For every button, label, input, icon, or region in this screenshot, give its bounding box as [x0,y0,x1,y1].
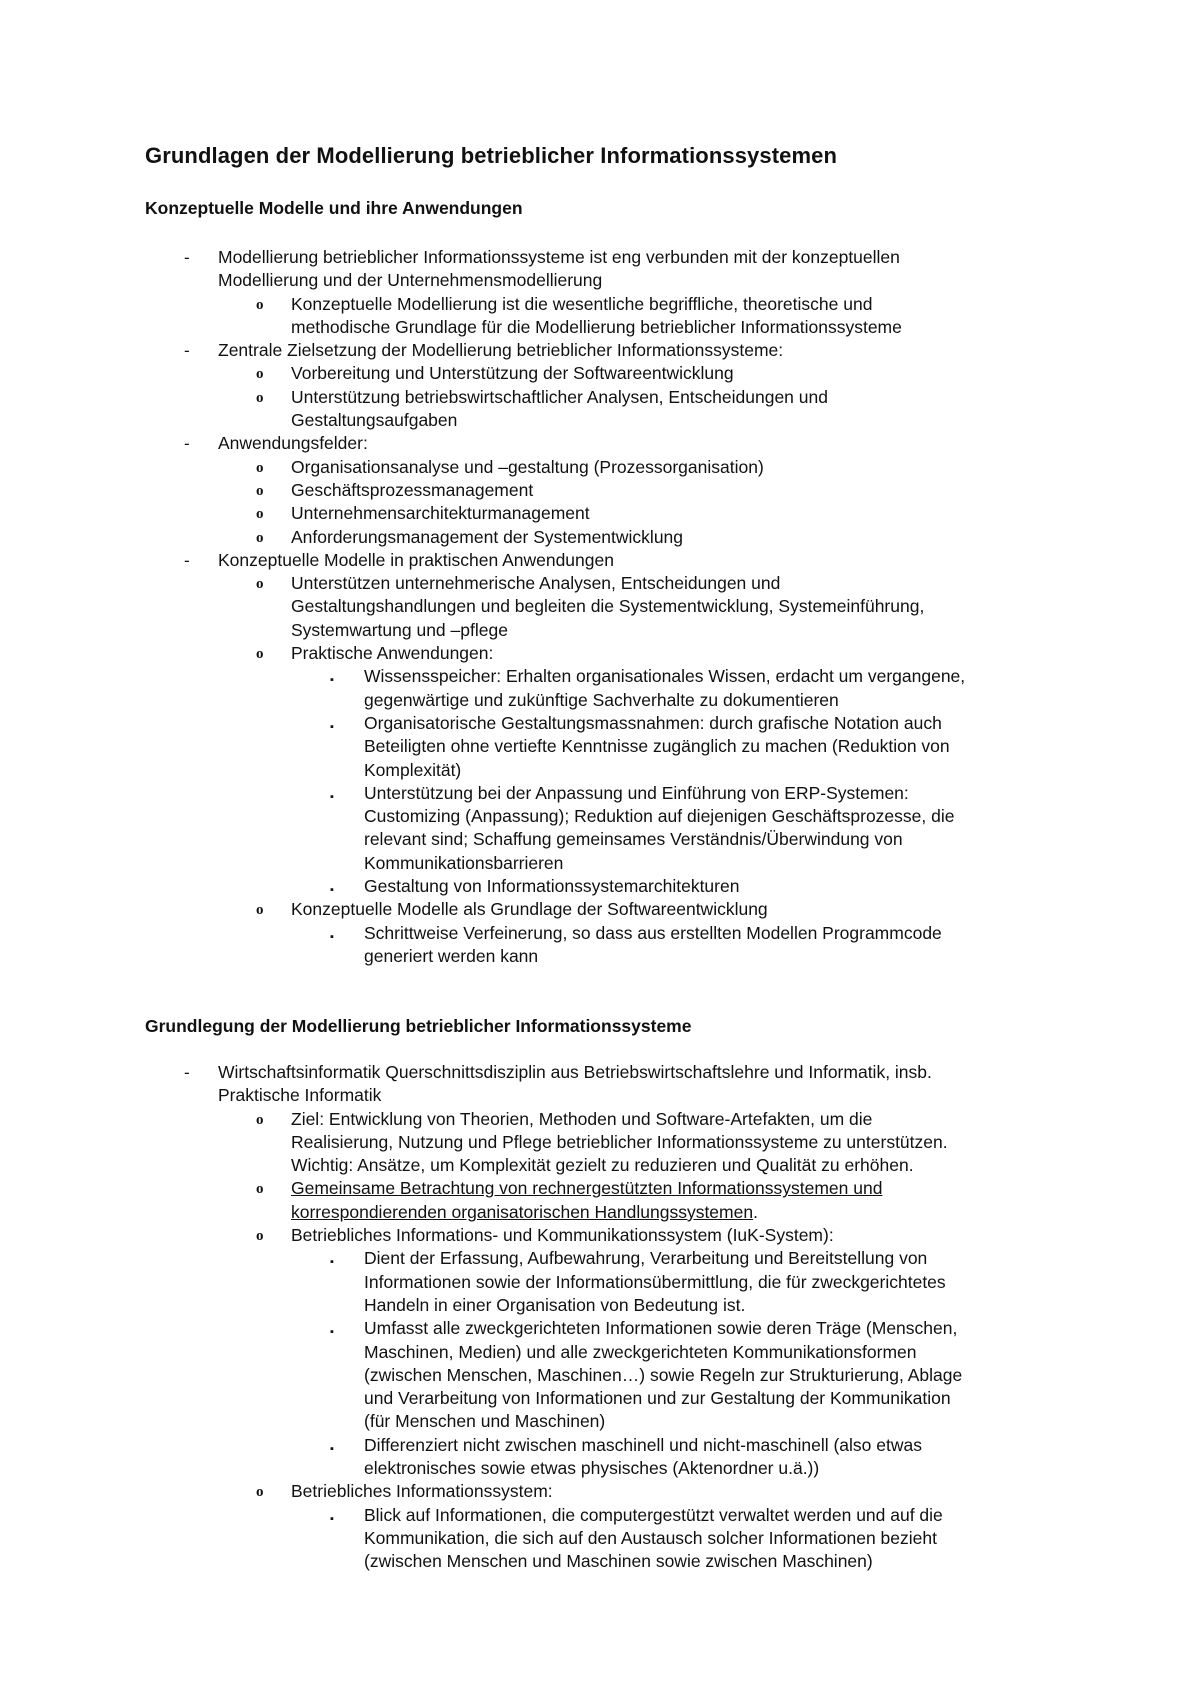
circle-bullet: o [256,902,264,919]
list-item-line: Kommunikation, die sich auf den Austausch solcher Informationen bezieht [364,1527,937,1548]
list-item [0,922,965,969]
list-item [0,456,965,479]
circle-bullet: o [256,506,264,523]
list-item-line: Konzeptuelle Modellierung ist die wesentliche begriffliche, theoretische und [291,293,873,314]
list-item [0,1177,962,1224]
circle-bullet: o [256,1228,264,1245]
circle-bullet: o [256,366,264,383]
list-item [0,432,965,455]
list-item [0,898,965,921]
list-item-line: Maschinen, Medien) und alle zweckgerichteten Kommunikationsformen [364,1341,917,1362]
list-item-line: Realisierung, Nutzung und Pflege betrieblicher Informationssysteme zu unterstützen. [291,1131,948,1152]
list-item [0,782,965,875]
list-item [0,642,965,665]
list-item [0,502,965,525]
circle-bullet: o [256,459,264,476]
list-item-line: Unterstützung betriebswirtschaftlicher Analysen, Entscheidungen und [291,386,828,407]
list-item-line: Betriebliches Informations- und Kommunikationssystem (IuK-System): [291,1225,834,1246]
list-item-line: elektronisches sowie etwas physisches (Aktenordner u.ä.)) [364,1458,820,1479]
list-item [0,1504,962,1574]
list-item-line: Gestaltungshandlungen und begleiten die Systementwicklung, Systemeinführung, [291,596,925,617]
list-item [0,1434,962,1481]
list-item [0,665,965,712]
list-item-line: Kommunikationsbarrieren [364,852,564,873]
list-item [0,362,965,385]
list-item-line: Geschäftsprozessmanagement [291,479,534,500]
list-item-line: Gestaltungsaufgaben [291,410,458,431]
section-heading-konzeptuelle-modelle: Konzeptuelle Modelle und ihre Anwendungen [145,198,523,218]
circle-bullet: o [256,1484,264,1501]
circle-bullet: o [256,389,264,406]
circle-bullet: o [256,296,264,313]
circle-bullet: o [256,1111,264,1128]
list-item-line: Organisatorische Gestaltungsmassnahmen: durch grafische Notation auch [364,712,942,733]
list-item-line: Modellierung betrieblicher Informationssysteme ist eng verbunden mit der konzeptuellen [218,247,900,267]
dash-bullet: - [184,550,190,570]
list-item [0,339,965,362]
list-item-line: Praktische Anwendungen: [291,643,494,664]
list-item [0,875,965,898]
circle-bullet: o [256,529,264,546]
list-item-line: Vorbereitung und Unterstützung der Softwareentwicklung [291,363,734,384]
section-heading-grundlegung: Grundlegung der Modellierung betrieblicher Informationssysteme [145,1016,692,1036]
dash-bullet: - [184,434,190,454]
list-item-line: Umfasst alle zweckgerichteten Informationen sowie deren Träge (Menschen, [364,1318,958,1339]
section-2-list [0,1061,962,1574]
list-item [0,293,965,340]
underlined-line: korrespondierenden organisatorischen Handlungssystemen [291,1201,754,1222]
section-1-list [0,246,965,968]
list-item-line: Schrittweise Verfeinerung, so dass aus erstellten Modellen Programmcode [364,922,942,943]
list-item-line: Praktische Informatik [218,1085,382,1106]
list-item-line: relevant sind; Schaffung gemeinsames Verständnis/Überwindung von [364,829,903,850]
list-item-line: Zentrale Zielsetzung der Modellierung betrieblicher Informationssysteme: [218,340,784,361]
line-suffix: . [753,1201,758,1222]
list-item-line: Anforderungsmanagement der Systementwicklung [291,526,684,547]
circle-bullet: o [256,482,264,499]
list-item [0,712,965,782]
underlined-line: Gemeinsame Betrachtung von rechnergestützten Informationssystemen und [291,1178,883,1199]
list-item-line: Komplexität) [364,759,462,780]
list-item [0,1480,962,1503]
list-item-line: Modellierung und der Unternehmensmodellierung [218,270,603,291]
dash-bullet: - [184,341,190,361]
list-item [0,1317,962,1433]
list-item-line: Unterstützung bei der Anpassung und Einführung von ERP-Systemen: [364,782,909,803]
document-title: Grundlagen der Modellierung betrieblicher Informationssystemen [145,143,837,168]
list-item-line: Beteiligten ohne vertiefte Kenntnisse zugänglich zu machen (Reduktion von [364,736,950,757]
square-bullet: ▪ [330,1326,334,1339]
list-item-line: Blick auf Informationen, die computergestützt verwaltet werden und auf die [364,1504,943,1525]
list-item [0,1108,962,1178]
list-item-line: Konzeptuelle Modelle als Grundlage der Softwareentwicklung [291,899,768,920]
list-item [0,1224,962,1247]
square-bullet: ▪ [330,1512,334,1525]
list-item [0,1247,962,1317]
list-item [0,549,965,572]
list-item-line: (zwischen Menschen, Maschinen…) sowie Regeln zur Strukturierung, Ablage [364,1364,963,1385]
list-item-line: methodische Grundlage für die Modellierung betrieblicher Informationssysteme [291,316,902,337]
square-bullet: ▪ [330,790,334,803]
list-item [0,1061,962,1108]
square-bullet: ▪ [330,1256,334,1269]
circle-bullet: o [256,1181,264,1198]
list-item-line: Differenziert nicht zwischen maschinell und nicht-maschinell (also etwas [364,1434,922,1455]
list-item-line: Konzeptuelle Modelle in praktischen Anwendungen [218,549,614,570]
square-bullet: ▪ [330,1442,334,1455]
list-item [0,386,965,433]
list-item-line: Organisationsanalyse und –gestaltung (Prozessorganisation) [291,456,764,477]
list-item [0,572,965,642]
list-item [0,526,965,549]
list-item-line: (zwischen Menschen und Maschinen sowie zwischen Maschinen) [364,1551,873,1572]
list-item-line: Informationen sowie der Informationsübermittlung, die für zweckgerichtetes [364,1271,946,1292]
list-item-line: generiert werden kann [364,945,539,966]
list-item [0,246,965,293]
list-item-line: Anwendungsfelder: [218,433,368,454]
list-item-line: Handeln in einer Organisation von Bedeutung ist. [364,1294,746,1315]
square-bullet: ▪ [330,884,334,897]
square-bullet: ▪ [330,674,334,687]
list-item-line: Dient der Erfassung, Aufbewahrung, Verarbeitung und Bereitstellung von [364,1248,928,1269]
circle-bullet: o [256,646,264,663]
list-item-line: Ziel: Entwicklung von Theorien, Methoden und Software-Artefakten, um die [291,1108,873,1129]
list-item-line: Systemwartung und –pflege [291,619,508,640]
list-item-line: Wirtschaftsinformatik Querschnittsdisziplin aus Betriebswirtschaftslehre und Informatik, insb. [218,1062,932,1082]
list-item-line: Wissensspeicher: Erhalten organisationales Wissen, erdacht um vergangene, [364,666,966,687]
square-bullet: ▪ [330,930,334,943]
list-item-line: Customizing (Anpassung); Reduktion auf diejenigen Geschäftsprozesse, die [364,806,955,827]
dash-bullet: - [184,1063,190,1082]
list-item-line: und Verarbeitung von Informationen und zur Gestaltung der Kommunikation [364,1388,951,1409]
list-item-line: (für Menschen und Maschinen) [364,1411,606,1432]
list-item-line: Gestaltung von Informationssystemarchitekturen [364,876,740,897]
list-item-line: Wichtig: Ansätze, um Komplexität gezielt zu reduzieren und Qualität zu erhöhen. [291,1155,914,1176]
list-item [0,479,965,502]
list-item-line: gegenwärtige und zukünftige Sachverhalte zu dokumentieren [364,689,839,710]
list-item-line: Betriebliches Informationssystem: [291,1481,553,1502]
list-item-line: Unternehmensarchitekturmanagement [291,503,590,524]
dash-bullet: - [184,248,190,267]
circle-bullet: o [256,576,264,593]
square-bullet: ▪ [330,720,334,733]
list-item-line: Unterstützen unternehmerische Analysen, Entscheidungen und [291,573,781,594]
